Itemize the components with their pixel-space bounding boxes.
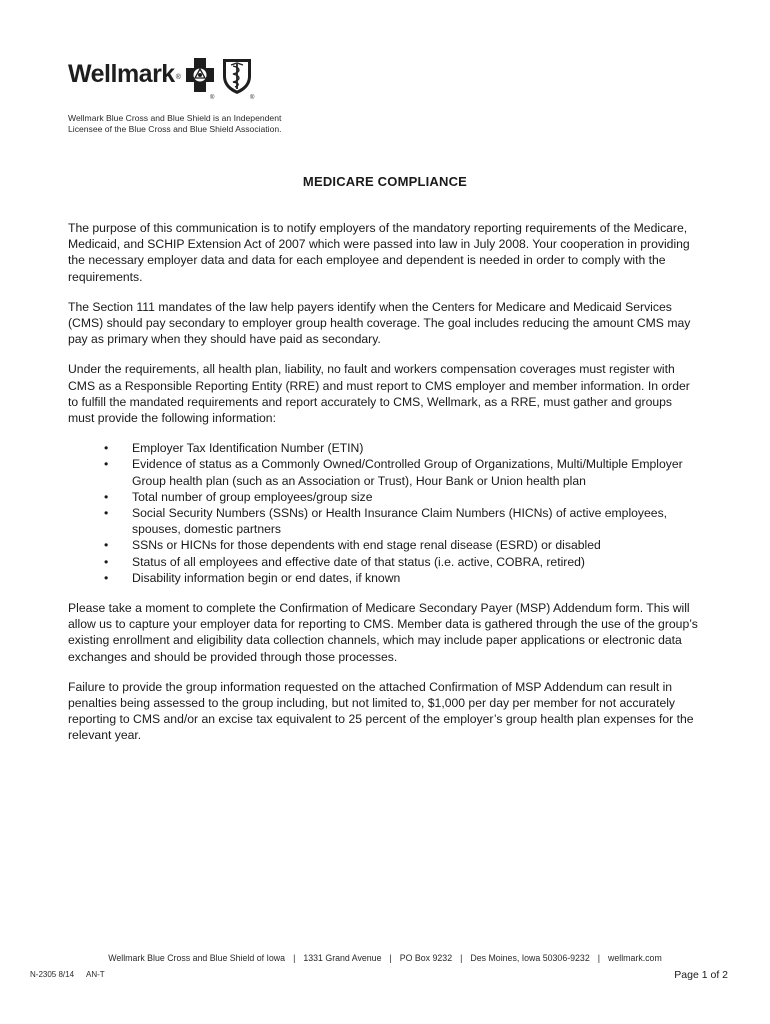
list-item: • Disability information begin or end dates, if known: [104, 570, 401, 585]
form-identifier: [30, 970, 105, 979]
licensee-line-1: Wellmark Blue Cross and Blue Shield is an Independent: [68, 113, 282, 123]
blue-cross-icon: [184, 56, 216, 100]
svg-text:®: ®: [209, 95, 215, 100]
page-number: Page 1 of 2: [674, 969, 728, 981]
footer-website: wellmark.com: [608, 953, 662, 963]
footer-street: 1331 Grand Avenue: [303, 953, 382, 963]
licensee-line-2: Licensee of the Blue Cross and Blue Shield Association.: [68, 124, 282, 134]
bullet-icon: •: [104, 506, 109, 521]
bullet-icon: •: [104, 554, 109, 569]
list-item: • SSNs or HICNs for those dependents with end stage renal disease (ESRD) or disabled: [104, 538, 601, 553]
list-item: • Employer Tax Identification Number (ETIN): [104, 441, 364, 456]
footer-po-box: PO Box 9232: [399, 953, 453, 963]
footer-separator: |: [389, 953, 392, 963]
document-title: MEDICARE COMPLIANCE: [302, 174, 468, 189]
paragraph-penalties: Failure to provide the group information requested on the attached Confirmation of MSP Addendum can result in penalties being assessed to the group including, but not limited to, $1,000 per day per member for not accurately reporting to CMS and/or an excise tax equivalent to 25 percent of the employer’s group health plan expenses for the relevant year.: [68, 679, 694, 743]
list-item: • Evidence of status as a Commonly Owned/Controlled Group of Organizations, Multi/Multiple Employer Group health plan (such as an Association or Trust), Hour Bank or Union health plan: [104, 457, 683, 488]
footer-separator: |: [293, 953, 296, 963]
list-item: • Social Security Numbers (SSNs) or Health Insurance Claim Numbers (HICNs) of active employees, spouses, domestic partners: [104, 506, 668, 537]
bullet-icon: •: [104, 538, 109, 553]
paragraph-section-111: The Section 111 mandates of the law help payers identify when the Centers for Medicare and Medicaid Services (CMS) should pay secondary to employer group health coverage. The goal includes reducing the amount CMS may pay as primary when they should have paid as secondary.: [68, 299, 691, 347]
brand-wordmark: Wellmark: [68, 60, 175, 88]
wellmark-logo: [68, 56, 256, 102]
form-code: AN-T: [86, 970, 105, 979]
form-number: N-2305 8/14: [30, 970, 75, 979]
list-item: • Total number of group employees/group size: [104, 489, 373, 504]
paragraph-purpose: The purpose of this communication is to notify employers of the mandatory reporting requirements of the Medicare, Medicaid, and SCHIP Extension Act of 2007 which were passed into law in July 2008. Your cooperation in providing the necessary employer data and data for each employee and dependent is needed in order to comply with the requirements.: [68, 221, 690, 284]
required-information-list: [68, 440, 700, 586]
blue-shield-icon: [220, 56, 256, 100]
bullet-icon: •: [104, 441, 109, 456]
svg-text:®: ®: [249, 95, 255, 100]
bullet-icon: •: [104, 570, 109, 585]
footer-city: Des Moines, Iowa 50306-9232: [470, 953, 590, 963]
paragraph-msp-addendum: Please take a moment to complete the Confirmation of Medicare Secondary Payer (MSP) Addendum form. This will allow us to capture your employer data for reporting to CMS. Member data is gathered through the use of the group’s existing enrollment and eligibility data collection channels, which may include paper applications or electronic data exchanges and should be provided through those processes.: [68, 601, 698, 664]
footer-company: Wellmark Blue Cross and Blue Shield of Iowa: [108, 953, 286, 963]
document-body: [68, 220, 700, 758]
footer-separator: |: [597, 953, 601, 963]
list-item: • Status of all employees and effective date of that status (i.e. active, COBRA, retired): [104, 554, 585, 569]
footer-address: [0, 953, 770, 963]
brand-registered-mark: ®: [175, 74, 181, 81]
licensee-statement: [68, 113, 282, 135]
footer-separator: |: [460, 953, 463, 963]
paragraph-requirements: Under the requirements, all health plan, liability, no fault and workers compensation coverages must register with CMS as a Responsible Reporting Entity (RRE) and must report to CMS employer and member information. In order to fulfill the mandated requirements and report accurately to CMS, Wellmark, as a RRE, must gather and groups must provide the following information:: [68, 362, 690, 426]
bullet-icon: •: [104, 457, 109, 472]
bullet-icon: •: [104, 489, 109, 504]
